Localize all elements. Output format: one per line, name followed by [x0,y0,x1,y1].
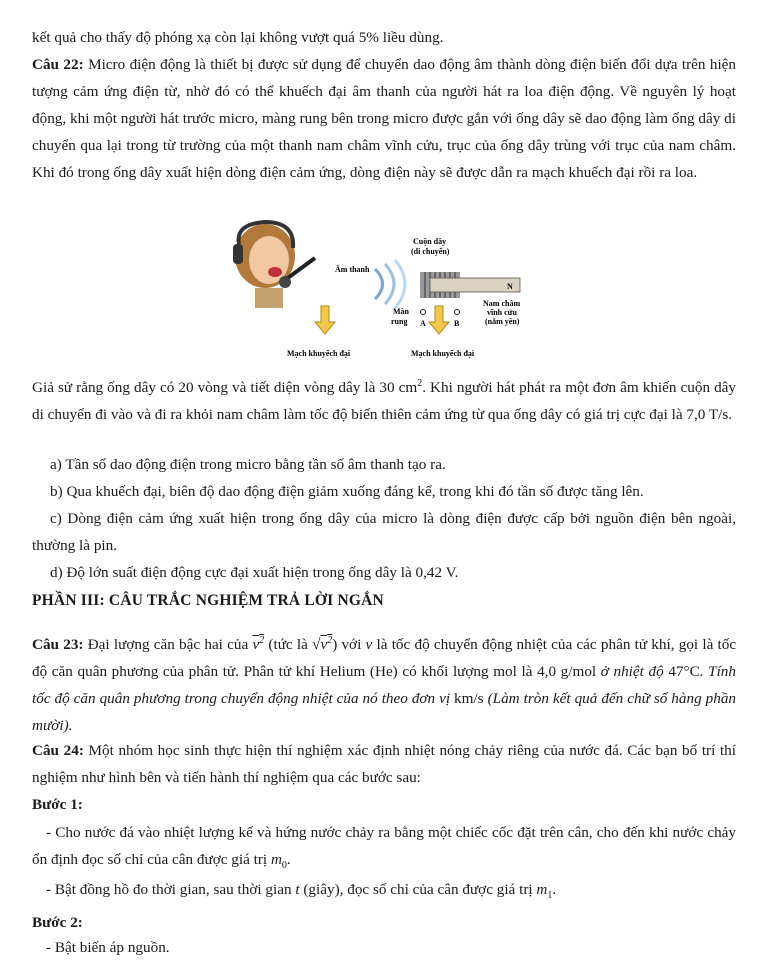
arrow-down-icon [315,306,335,334]
option-d-value: 0,42 V [415,564,455,581]
microphone-diagram [225,214,525,364]
q23-v-symbol: v [365,636,373,654]
step-2-item-a: - Bật biến áp nguồn. [46,939,170,956]
arrow-down-icon [429,306,449,334]
q23-unit: km/s [454,690,484,708]
option-d [32,559,736,586]
option-a: a) Tần số dao động điện trong micro bằng tần số âm thanh tạo ra. [50,456,446,473]
sqrt-v-squared: $√v^2$ [312,635,333,654]
step-1-heading: Bước 1: [32,796,83,813]
question-22-text: Micro điện động là thiết bị được sử dụng để chuyển dao động âm thành dòng điện biến đổi dựa trên hiện tượng cảm ứng điện từ, nhờ đó có thể khuếch đại âm thanh của người hát ra loa điện động. Về nguyên lý hoạt động, khi một người hát trước micro, màng rung bên trong micro được gắn với ống dây sẽ dao động làm ống dây di chuyển qua lại trong từ trường của một thanh nam châm vĩnh cửu, trục của ống dây trùng với trục của nam châm. Khi đó trong ống dây xuất hiện dòng điện cảm ứng, dòng điện này sẽ được dẫn ra mạch khuếch đại rồi ra loa. [32,56,737,181]
sound-waves [375,260,405,308]
question-23 [32,627,736,739]
step-1-item-b-text-2: (giây), đọc số chỉ của cân được giá trị [303,881,533,898]
q23-text-4: là tốc độ chuyển động nhiệt của các phân tử khí, gọi là tốc độ căn quân phương của phân tử. Phân tử khí Helium (He) có khối lượng mol là [32,636,737,681]
coil-label-2: (di chuyển) [411,247,450,256]
question-24-label: Câu 24: [32,742,84,759]
question-22-paragraph-2 [32,370,736,428]
part-3-heading: PHẦN III: CÂU TRẮC NGHIỆM TRẢ LỜI NGẮN [32,592,384,609]
m1-subscript: 1 [547,890,553,902]
helium-molar-mass: 4,0 g/mol [537,663,597,681]
q22-para2-text: Giả sử rằng ống dây có 20 vòng và tiết diện vòng dây là [32,379,376,397]
coil-area-value: 30 cm [379,379,418,397]
option-b: b) Qua khuếch đại, biên độ dao động điện giảm xuống đáng kể, trong khi đó tần số được tăng lên. [50,483,644,500]
flux-rate-value: 7,0 T/s [686,406,729,424]
option-c: c) Dòng điện cảm ứng xuất hiện trong ống dây của micro là dòng điện được cấp bởi nguồn điện bên ngoài, thường là pin. [32,510,736,554]
membrane-label: Màn [393,307,409,316]
step-1-item-a-text: - Cho nước đá vào nhiệt lượng kế và hứng nước chảy ra bằng một chiếc cốc đặt trên cân, cho đến khi nước chảy ổn định đọc số chỉ của cân được giá trị [32,824,736,868]
point-a-label: A [420,319,426,328]
q23-rounding-note: (Làm tròn kết quả đến chữ số hàng phần mười). [32,690,737,735]
amplifier-label-left: Mạch khuyếch đại [287,349,351,358]
step-1-item-b-text: - Bật đồng hồ đo thời gian, sau thời gian [46,881,292,898]
m1-symbol: m [536,881,548,898]
option-d-end: . [454,564,459,581]
q22-para2-text-2: . Khi người hát phát ra một đơn âm khiến cuộn dây di chuyển đi vào và đi ra khỏi nam châm làm tốc độ biến thiên cảm ứng từ qua ống dây có giá trị cực đại là [32,379,737,424]
coil-label: Cuộn dây [413,237,447,246]
q23-text-3: ) với [332,636,362,654]
membrane-label-2: rung [391,317,408,326]
step-1-item-b: - Bật đồng hồ đo thời gian, sau thời gian t (giây), đọc số chỉ của cân được giá trị $m_1$. [46,881,557,902]
option-d-text: d) Độ lớn suất điện động cực đại xuất hiện trong ống dây là [50,564,412,581]
t-symbol: t [295,881,300,898]
point-b [455,310,460,315]
magnet-n-label: N [507,282,513,291]
amplifier-label-right: Mạch khuyếch đại [411,349,475,358]
sound-label: Âm thanh [335,265,370,274]
q23-text-6: . Tính tốc độ căn quân phương trong chuyển động nhiệt của nó theo đơn vị [32,663,736,708]
m0-subscript: 0 [281,860,287,872]
magnet-label-3: (nằm yên) [485,317,520,326]
helium-temperature: 47°C [668,663,700,681]
step-2-heading: Bước 2: [32,914,83,931]
intro-line: kết quả cho thấy độ phóng xạ còn lại không vượt quá 5% liều dùng. [32,29,444,46]
m0-symbol: m [270,851,282,868]
point-a [421,310,426,315]
q23-text-2: (tức là [268,636,308,654]
question-24-text: Một nhóm học sinh thực hiện thí nghiệm xác định nhiệt nóng chảy riêng của nước đá. Các bạn bố trí thí nghiệm như hình bên và tiến hành thí nghiệm qua các bước sau: [32,742,736,786]
q23-text-1: Đại lượng căn bậc hai của [87,636,249,654]
question-23-label: Câu 23: [32,636,84,654]
singer-illustration [233,222,295,308]
magnet-label-2: vĩnh cửu [487,308,517,317]
point-b-label: B [454,319,460,328]
q23-text-5: ở nhiệt độ [600,663,664,681]
area-exponent: 2 [417,378,423,389]
question-24 [32,737,736,791]
q22-para2-end: . [728,406,733,424]
question-22 [32,51,736,186]
magnet-label: Nam châm [483,299,521,308]
v-squared-mean: $v^2$ [252,635,265,654]
step-1-item-a: - Cho nước đá vào nhiệt lượng kế và hứng nước chảy ra bằng một chiếc cốc đặt trên cân, cho đến khi nước chảy ổn định đọc số chỉ của cân được giá trị $m_0$. [32,824,736,872]
question-22-label: Câu 22: [32,56,84,73]
